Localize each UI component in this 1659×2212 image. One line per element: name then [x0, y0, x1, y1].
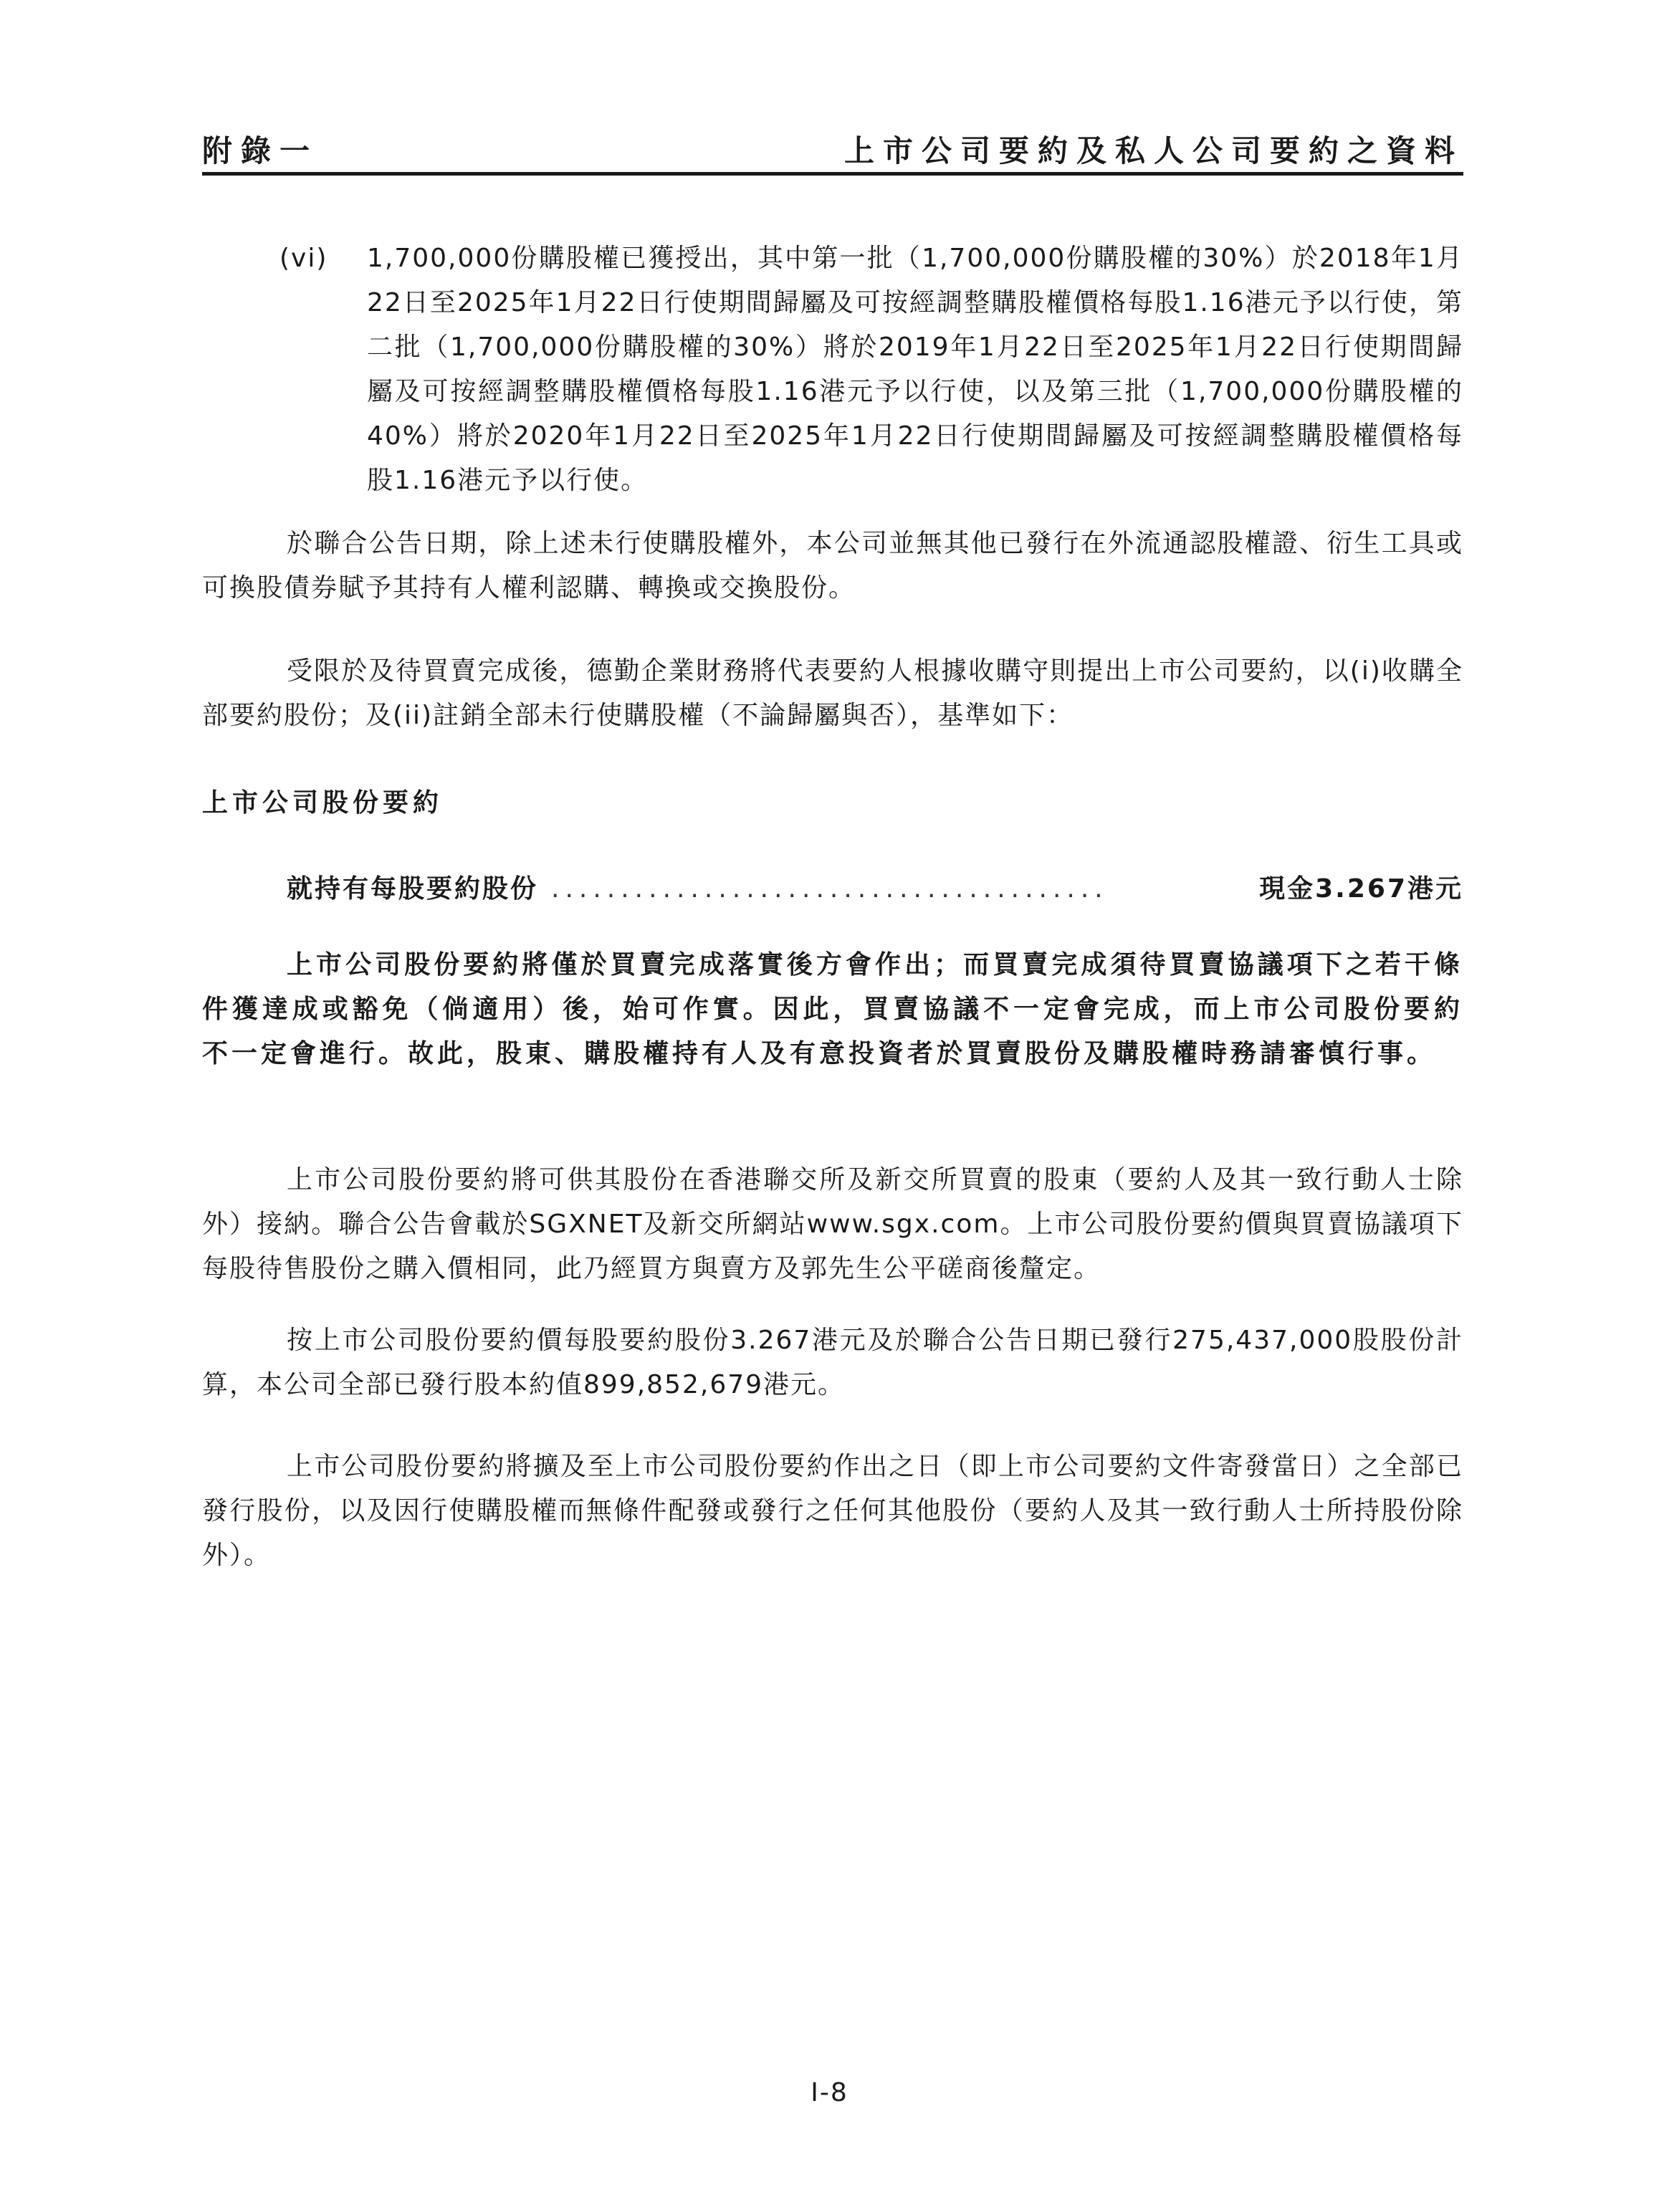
- dot-leader: ........................................: [551, 874, 1109, 904]
- appendix-label: 附錄一: [202, 133, 319, 168]
- header-rule: [202, 172, 1463, 176]
- section-heading-share-offer: 上市公司股份要約: [202, 788, 444, 818]
- paragraph-acceptance: 上市公司股份要約將可供其股份在香港聯交所及新交所買賣的股東（要約人及其一致行動人士除外）接納。聯合公告會載於SGXNET及新交所網站www.sgx.com。上市公司股份要約價與買賣協議項下每股待售股份之購入價相同，此乃經買方與賣方及郭先生公平磋商後釐定。: [202, 1165, 1463, 1283]
- offer-price-label: 就持有每股要約股份: [287, 874, 539, 904]
- paragraph-warning: 上市公司股份要約將僅於買賣完成落實後方會作出；而買賣完成須待買賣協議項下之若干條件獲達成或豁免（倘適用）後，始可作實。因此，買賣協議不一定會完成，而上市公司股份要約不一定會進行。故此，股東、購股權持有人及有意投資者於買賣股份及購股權時務請審慎行事。: [202, 950, 1463, 1068]
- page-header: [202, 120, 1463, 178]
- item-vi-label: (vi): [279, 244, 328, 273]
- paragraph-offer-extension: 上市公司股份要約將擴及至上市公司股份要約作出之日（即上市公司要約文件寄發當日）之全部已發行股份，以及因行使購股權而無條件配發或發行之任何其他股份（要約人及其一致行動人士所持股份除外）。: [202, 1452, 1463, 1570]
- appendix-title: 上市公司要約及私人公司要約之資料: [843, 133, 1463, 168]
- paragraph-offer-basis: 受限於及待買賣完成後，德勤企業財務將代表要約人根據收購守則提出上市公司要約，以(i)收購全部要約股份；及(ii)註銷全部未行使購股權（不論歸屬與否），基準如下：: [202, 656, 1463, 730]
- item-vi-text: 1,700,000份購股權已獲授出，其中第一批（1,700,000份購股權的30%）於2018年1月22日至2025年1月22日行使期間歸屬及可按經調整購股權價格每股1.16港元予以行使，第二批（1,700,000份購股權的30%）將於2019年1月22日至2025年1月22日行使期間歸屬及可按經調整購股權價格每股1.16港元予以行使，以及第三批（1,700,000份購股權的40%）將於2020年1月22日至2025年1月22日行使期間歸屬及可按經調整購股權價格每股1.16港元予以行使。: [367, 244, 1463, 495]
- offer-price-value: 現金3.267港元: [1259, 874, 1463, 904]
- paragraph-share-capital-value: 按上市公司股份要約價每股要約股份3.267港元及於聯合公告日期已發行275,437,000股股份計算，本公司全部已發行股本約值899,852,679港元。: [202, 1326, 1463, 1399]
- page-number: I-8: [811, 2078, 848, 2107]
- item-vi: [279, 236, 1463, 503]
- offer-price-line: [287, 867, 1463, 911]
- paragraph-outstanding-securities: 於聯合公告日期，除上述未行使購股權外，本公司並無其他已發行在外流通認股權證、衍生工具或可換股債券賦予其持有人權利認購、轉換或交換股份。: [202, 529, 1463, 603]
